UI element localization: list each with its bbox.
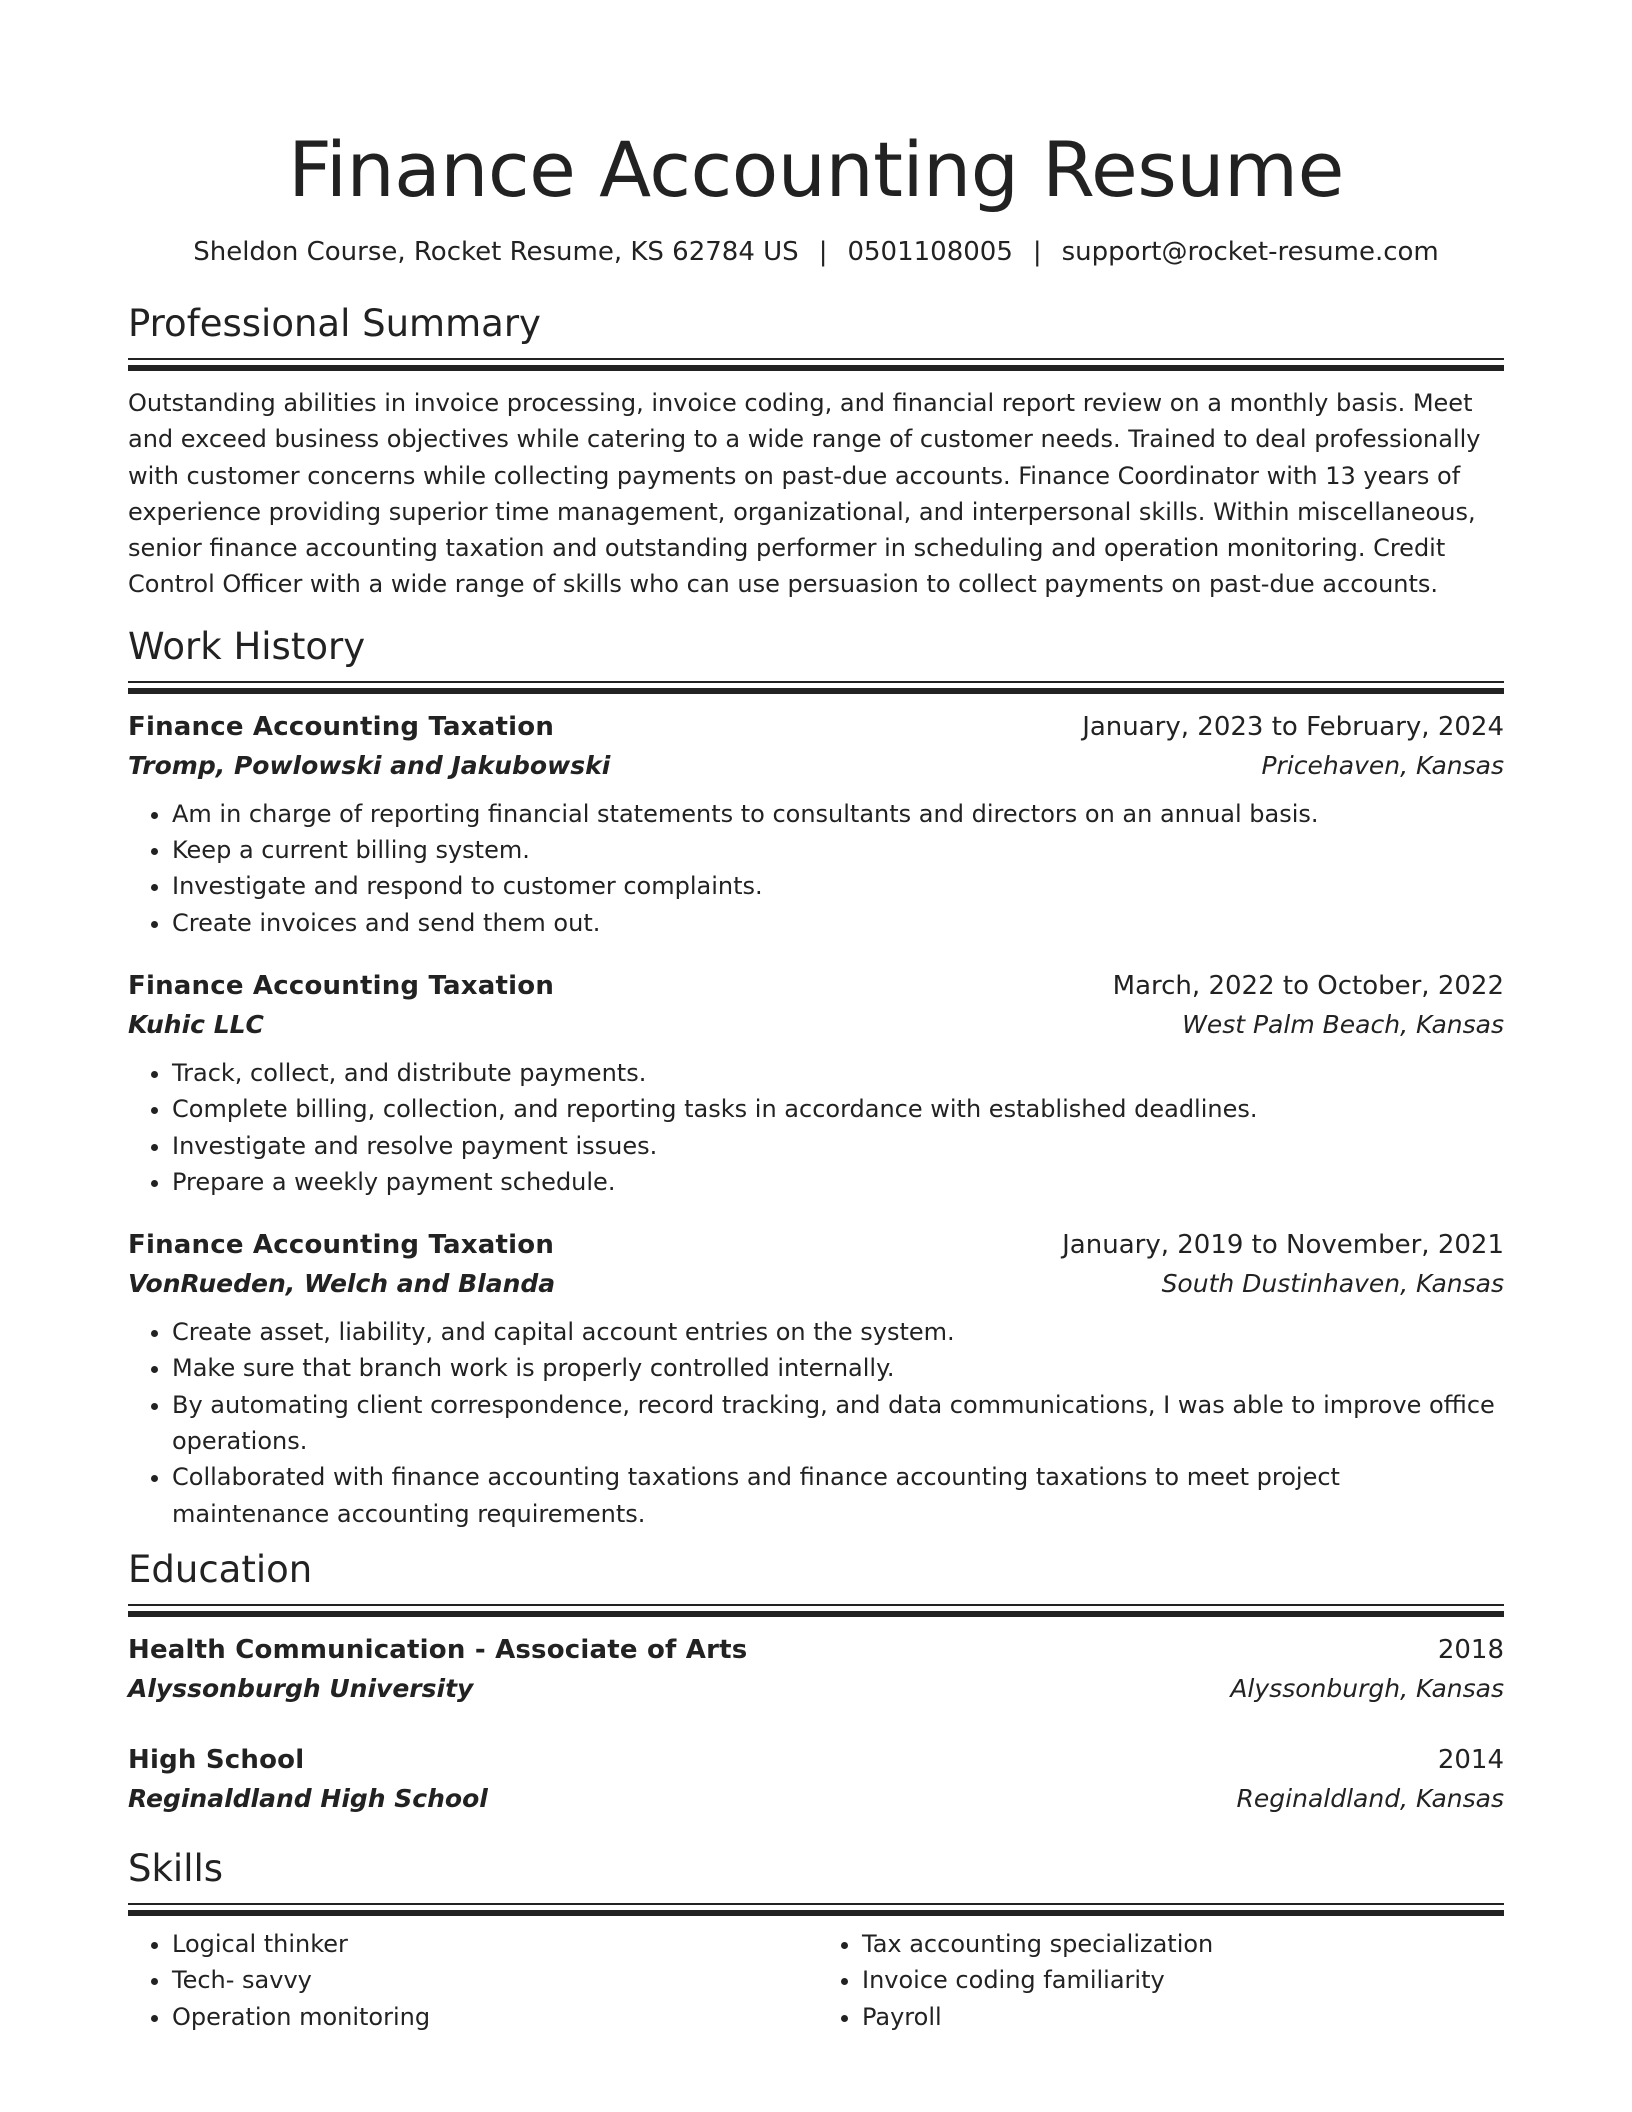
skill-item: • Logical thinker: [172, 1926, 816, 1962]
education-year: 2014: [1437, 1744, 1504, 1775]
job-title: Finance Accounting Taxation: [128, 1230, 555, 1261]
job-duties-list: [128, 1314, 1504, 1532]
job-subheader: [128, 1005, 1504, 1045]
job-duties-list: [128, 796, 1504, 941]
skill-item: • Invoice coding familiarity: [862, 1962, 1504, 1998]
work-history-section: [128, 623, 1504, 1532]
skills-list-left: [128, 1926, 816, 2035]
section-heading-skills: Skills: [128, 1846, 224, 1890]
section-divider: [128, 681, 1504, 694]
skill-item: • Tech- savvy: [172, 1962, 816, 1998]
education-header: [128, 1741, 1504, 1779]
job-duty: • Am in charge of reporting financial statements to consultants and directors on an annual basis.: [172, 796, 1504, 832]
job-duty: • Create asset, liability, and capital account entries on the system.: [172, 1314, 1504, 1350]
job-dates: March, 2022 to October, 2022: [1112, 970, 1504, 1001]
skill-item: • Operation monitoring: [172, 1999, 816, 2035]
resume-content: [128, 0, 1504, 2035]
job-entry: [128, 967, 1504, 1200]
job-location: South Dustinhaven, Kansas: [1161, 1269, 1504, 1299]
job-header: [128, 967, 1504, 1005]
job-duty: • By automating client correspondence, record tracking, and data communications, I was able to improve office operations.: [172, 1387, 1504, 1460]
education-location: Reginaldland, Kansas: [1236, 1783, 1504, 1813]
job-dates: January, 2023 to February, 2024: [1082, 711, 1504, 742]
education-degree: High School: [128, 1744, 305, 1775]
job-subheader: [128, 1264, 1504, 1304]
job-employer: Tromp, Powlowski and Jakubowski: [128, 750, 611, 780]
education-subheader: [128, 1779, 1504, 1819]
contact-address: Sheldon Course, Rocket Resume, KS 62784 US: [193, 237, 799, 267]
job-employer: Kuhic LLC: [128, 1009, 264, 1039]
section-divider: [128, 358, 1504, 371]
skills-section: [128, 1845, 1504, 2035]
job-duty: • Investigate and respond to customer complaints.: [172, 868, 1504, 904]
education-location: Alyssonburgh, Kansas: [1230, 1673, 1504, 1703]
education-school: Alyssonburgh University: [128, 1673, 474, 1703]
contact-line: [128, 234, 1504, 270]
section-heading-work-history: Work History: [128, 624, 366, 668]
section-divider: [128, 1903, 1504, 1916]
resume-title: Finance Accounting Resume: [288, 125, 1344, 214]
skills-columns: [128, 1926, 1504, 2035]
job-dates: January, 2019 to November, 2021: [1062, 1230, 1504, 1261]
job-duty: • Collaborated with finance accounting taxations and finance accounting taxations to meet project maintenance accounting requirements.: [172, 1459, 1504, 1532]
contact-separator: |: [1032, 237, 1042, 267]
job-duty: • Prepare a weekly payment schedule.: [172, 1164, 1504, 1200]
education-degree: Health Communication - Associate of Arts: [128, 1634, 748, 1665]
education-header: [128, 1631, 1504, 1669]
education-entry: [128, 1741, 1504, 1819]
job-duty: • Make sure that branch work is properly controlled internally.: [172, 1350, 1504, 1386]
education-year: 2018: [1437, 1634, 1504, 1665]
job-duty: • Keep a current billing system.: [172, 832, 1504, 868]
contact-email[interactable]: support@rocket-resume.com: [1061, 237, 1439, 267]
section-heading-education: Education: [128, 1547, 313, 1591]
summary-text: Outstanding abilities in invoice processing, invoice coding, and financial report review on a monthly basis. Meet and exceed business objectives while catering to a wide range of customer needs. Trained to deal professionally with customer concerns while collecting payments on past-due accounts. Finance Coordinator with 13 years of experience providing superior time management, organizational, and interpersonal skills. Within miscellaneous, senior finance accounting taxation and outstanding performer in scheduling and operation monitoring. Credit Control Officer with a wide range of skills who can use persuasion to collect payments on past-due accounts.: [128, 389, 1481, 599]
section-heading-summary: Professional Summary: [128, 302, 541, 345]
section-divider: [128, 1604, 1504, 1617]
job-duty: • Track, collect, and distribute payments.: [172, 1055, 1504, 1091]
skills-list-right: [816, 1926, 1504, 2035]
education-entry: [128, 1631, 1504, 1709]
job-duty: • Investigate and resolve payment issues.: [172, 1128, 1504, 1164]
education-section: [128, 1546, 1504, 1819]
job-header: [128, 1226, 1504, 1264]
job-location: West Palm Beach, Kansas: [1182, 1009, 1504, 1039]
contact-separator: |: [818, 237, 828, 267]
skill-item: • Payroll: [862, 1999, 1504, 2035]
job-entry: [128, 708, 1504, 941]
job-subheader: [128, 746, 1504, 786]
skill-item: • Tax accounting specialization: [862, 1926, 1504, 1962]
summary-section: [128, 300, 1504, 603]
job-duties-list: [128, 1055, 1504, 1200]
job-header: [128, 708, 1504, 746]
contact-phone: 0501108005: [847, 237, 1013, 267]
job-title: Finance Accounting Taxation: [128, 970, 555, 1001]
job-duty: • Complete billing, collection, and reporting tasks in accordance with established deadlines.: [172, 1091, 1504, 1127]
education-subheader: [128, 1669, 1504, 1709]
education-school: Reginaldland High School: [128, 1783, 488, 1813]
job-entry: [128, 1226, 1504, 1532]
job-location: Pricehaven, Kansas: [1261, 750, 1504, 780]
job-title: Finance Accounting Taxation: [128, 711, 555, 742]
job-employer: VonRueden, Welch and Blanda: [128, 1269, 556, 1299]
job-duty: • Create invoices and send them out.: [172, 905, 1504, 941]
